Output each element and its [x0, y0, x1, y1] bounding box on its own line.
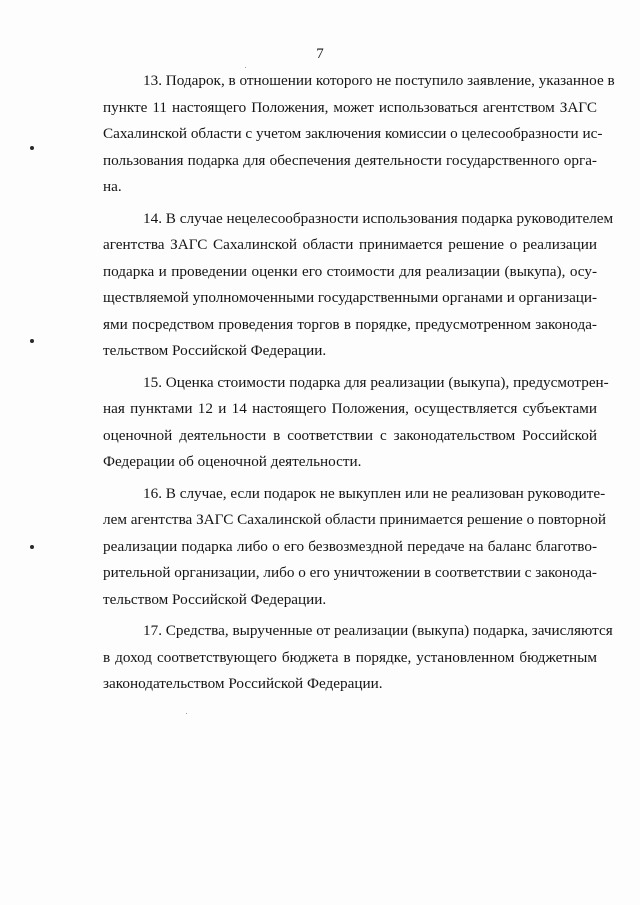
paragraph-16	[103, 481, 606, 614]
text-line: 15. Оценка стоимости подарка для реализации (выкупа), предусмотрен-	[143, 373, 609, 391]
paragraph-13	[103, 68, 615, 201]
paragraph-14	[103, 206, 614, 365]
document-body	[103, 68, 615, 703]
text-line: Федерации об оценочной деятельности.	[103, 453, 362, 470]
text-line: лем агентства ЗАГС Сахалинской области принимается решение о повторной	[103, 511, 606, 528]
text-line: ная пунктами 12 и 14 настоящего Положения, осуществляется субъектами	[103, 400, 597, 417]
margin-dot-mark	[30, 146, 34, 150]
text-line: законодательством Российской Федерации.	[103, 675, 383, 692]
text-line: тельством Российской Федерации.	[103, 590, 327, 608]
text-line: агентства ЗАГС Сахалинской области принимается решение о реализации	[103, 236, 597, 253]
text-line: ями посредством проведения торгов в порядке, предусмотренном законода-	[103, 315, 597, 333]
text-line: ществляемой уполномоченными государственными органами и организаци-	[103, 289, 598, 306]
text-line: на.	[103, 178, 122, 195]
margin-dot-mark	[30, 545, 34, 549]
text-line: пользования подарка для обеспечения деятельности государственного орга-	[103, 151, 597, 169]
text-line: реализации подарка либо о его безвозмездной передаче на баланс благотво-	[103, 537, 597, 555]
text-line: пункте 11 настоящего Положения, может использоваться агентством ЗАГС	[103, 98, 597, 116]
text-line: в доход соответствующего бюджета в порядке, установленном бюджетным	[103, 648, 597, 666]
paragraph-15	[103, 370, 609, 476]
text-line: 16. В случае, если подарок не выкуплен или не реализован руководите-	[143, 484, 606, 502]
text-line: 14. В случае нецелесообразности использования подарка руководителем	[143, 209, 614, 227]
paragraph-17	[103, 618, 613, 698]
page-number: 7	[316, 46, 324, 62]
margin-dot-mark	[30, 339, 34, 343]
text-line: тельством Российской Федерации.	[103, 342, 327, 359]
text-line: 13. Подарок, в отношении которого не поступило заявление, указанное в	[143, 72, 615, 89]
text-line: рительной организации, либо о его уничтожении в соответствии с законода-	[103, 564, 597, 581]
scan-speck	[186, 713, 187, 714]
text-line: подарка и проведении оценки его стоимости для реализации (выкупа), осу-	[103, 262, 597, 280]
text-line: Сахалинской области с учетом заключения комиссии о целесообразности ис-	[103, 125, 603, 142]
text-line: 17. Средства, вырученные от реализации (выкупа) подарка, зачисляются	[143, 622, 613, 639]
text-line: оценочной деятельности в соответствии с законодательством Российской	[103, 426, 597, 444]
